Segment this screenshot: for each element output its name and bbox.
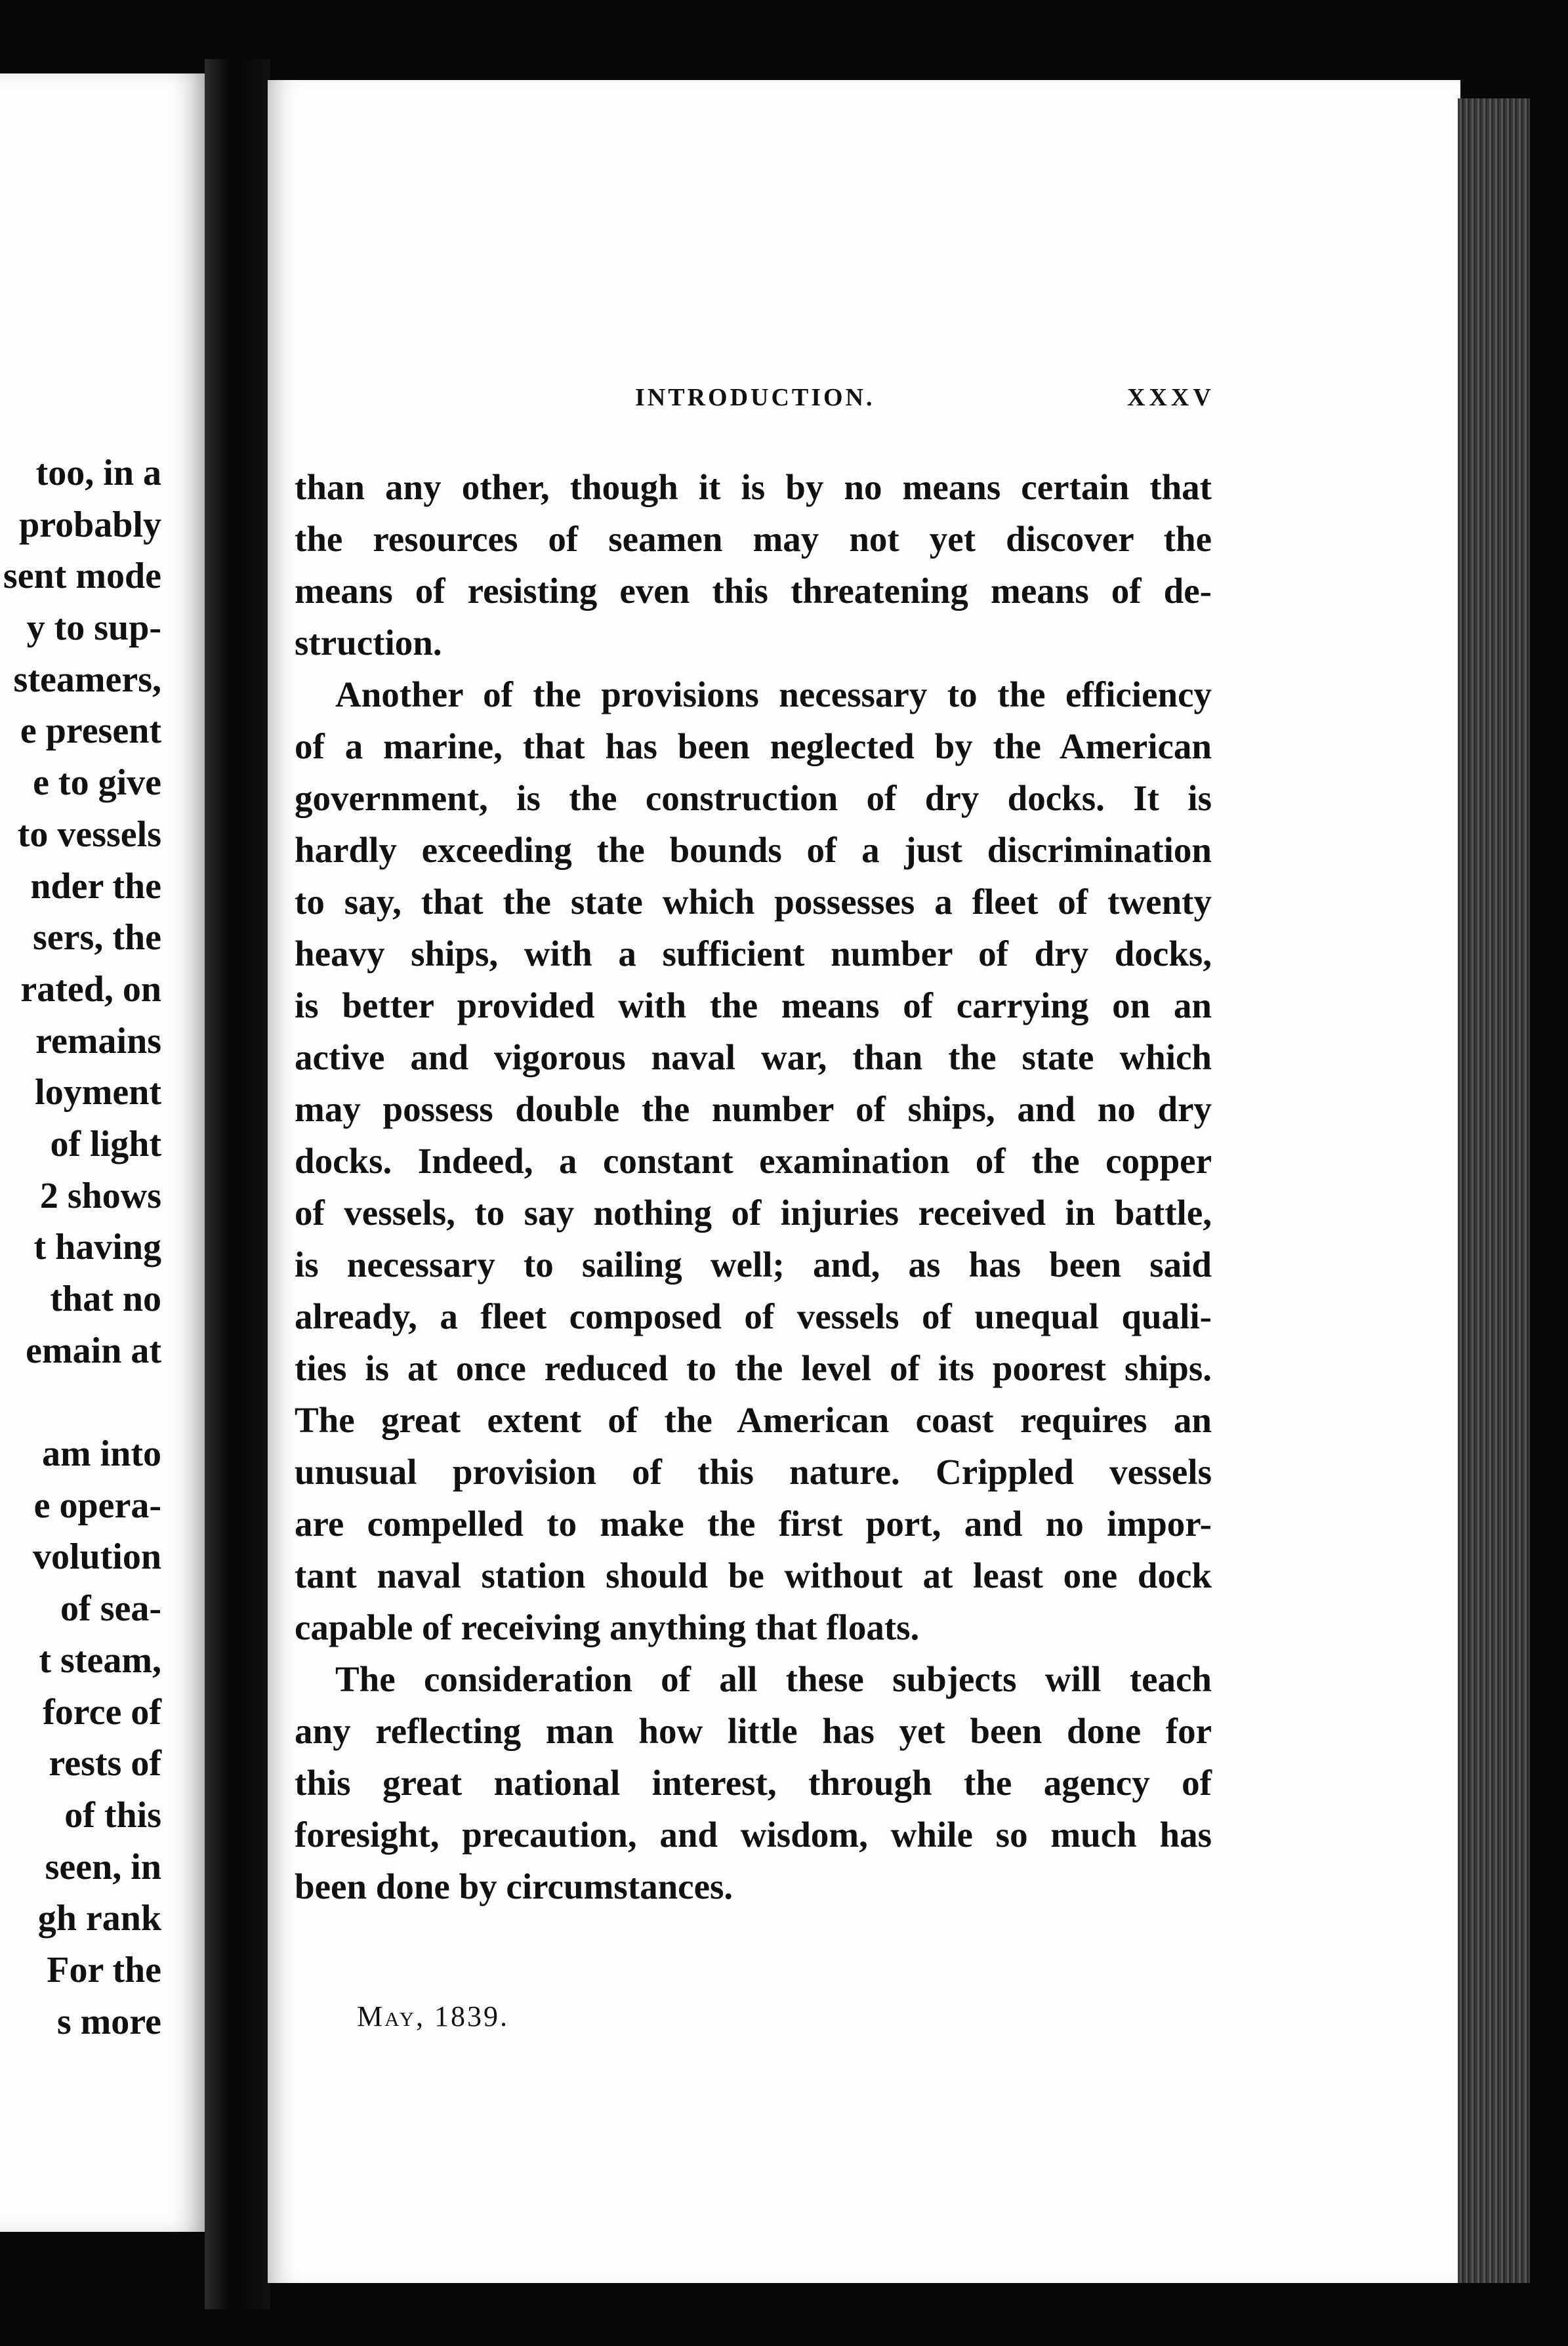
left-page-line: sent mode <box>3 556 161 597</box>
left-page-line: t having <box>33 1227 161 1268</box>
text-line: active and vigorous naval war, than the state which <box>295 1037 1212 1077</box>
text-line: are compelled to make the first port, and no impor- <box>295 1504 1212 1544</box>
text-line: than any other, though it is by no means certain that <box>295 467 1212 507</box>
text-line: capable of receiving anything that floats. <box>295 1607 920 1647</box>
text-line: to say, that the state which possesses a fleet of twenty <box>295 882 1212 922</box>
text-line: of a marine, that has been neglected by the American <box>295 726 1212 766</box>
left-page-line: seen, in <box>45 1846 161 1887</box>
book-gutter <box>205 59 270 2309</box>
left-page-line: to vessels <box>17 813 161 855</box>
text-line: means of resisting even this threatening means of de- <box>295 571 1212 611</box>
paragraph <box>295 461 1212 669</box>
left-page-line: e opera- <box>33 1485 161 1526</box>
left-page-line: rests of <box>49 1743 161 1784</box>
left-page-line: probably <box>19 504 161 545</box>
text-line: tant naval station should be without at least one dock <box>295 1555 1212 1595</box>
text-line: is better provided with the means of carrying on an <box>295 985 1212 1025</box>
text-line: heavy ships, with a sufficient number of dry docks, <box>295 934 1212 974</box>
left-page-line: of light <box>50 1123 161 1164</box>
left-page-line: gh rank <box>37 1898 161 1939</box>
left-page-line: rated, on <box>20 968 161 1010</box>
text-line: The great extent of the American coast requires an <box>295 1400 1212 1440</box>
left-page-text <box>0 447 161 2048</box>
left-page-line: force of <box>43 1691 161 1733</box>
paragraph-break <box>0 1376 161 1428</box>
text-line: struction. <box>295 623 442 663</box>
running-head-title: INTRODUCTION. <box>635 384 875 411</box>
left-page-line: sers, the <box>33 917 161 958</box>
left-page-line: am into <box>42 1433 161 1475</box>
left-page-line: steamers, <box>13 659 161 700</box>
text-line: hardly exceeding the bounds of a just discrimination <box>295 830 1212 870</box>
left-page-line: remains <box>35 1020 161 1061</box>
left-page-line: 2 shows <box>39 1175 161 1216</box>
text-line: already, a fleet composed of vessels of unequal quali- <box>295 1296 1212 1336</box>
body-text <box>295 461 1212 1912</box>
text-line: foresight, precaution, and wisdom, while so much has <box>295 1815 1212 1855</box>
dateline: May, 1839. <box>357 2000 510 2032</box>
text-line: docks. Indeed, a constant examination of the copper <box>295 1141 1212 1181</box>
left-page-line: t steam, <box>39 1639 161 1681</box>
left-page-line: loyment <box>35 1072 161 1113</box>
text-line: the resources of seamen may not yet discover the <box>295 519 1212 559</box>
left-page-line: of sea- <box>60 1588 161 1630</box>
left-page-line: nder the <box>30 865 161 907</box>
text-line: any reflecting man how little has yet been done for <box>295 1711 1212 1751</box>
left-page-line: e present <box>20 710 161 752</box>
text-line: ties is at once reduced to the level of its poorest ships. <box>295 1348 1212 1388</box>
left-page-line: For the <box>47 1949 161 1990</box>
text-line: this great national interest, through the agency of <box>295 1763 1212 1803</box>
page-edges <box>1458 98 1530 2283</box>
left-page-line: of this <box>64 1794 161 1836</box>
text-line: The consideration of all these subjects will teach <box>335 1659 1212 1699</box>
left-page-line: volution <box>32 1536 161 1578</box>
left-page-line: too, in a <box>35 453 161 493</box>
right-page <box>268 80 1460 2283</box>
left-page-line: emain at <box>26 1330 161 1371</box>
page-number: XXXV <box>1127 384 1215 411</box>
text-line: unusual provision of this nature. Crippled vessels <box>295 1452 1212 1492</box>
left-page-line: that no <box>50 1279 161 1319</box>
text-line: of vessels, to say nothing of injuries received in battle, <box>295 1193 1212 1233</box>
left-page-line: e to give <box>33 762 161 804</box>
text-line: Another of the provisions necessary to the efficiency <box>335 674 1212 714</box>
text-line: is necessary to sailing well; and, as has been said <box>295 1245 1212 1285</box>
left-page <box>0 73 205 2232</box>
paragraph <box>295 1653 1212 1912</box>
running-head <box>268 377 1460 422</box>
text-line: government, is the construction of dry docks. It is <box>295 778 1212 818</box>
left-page-line: s more <box>56 2001 161 2042</box>
paragraph <box>295 669 1212 1653</box>
left-page-line: y to sup- <box>26 607 161 649</box>
text-line: may possess double the number of ships, and no dry <box>295 1089 1212 1129</box>
text-line: been done by circumstances. <box>295 1866 733 1906</box>
